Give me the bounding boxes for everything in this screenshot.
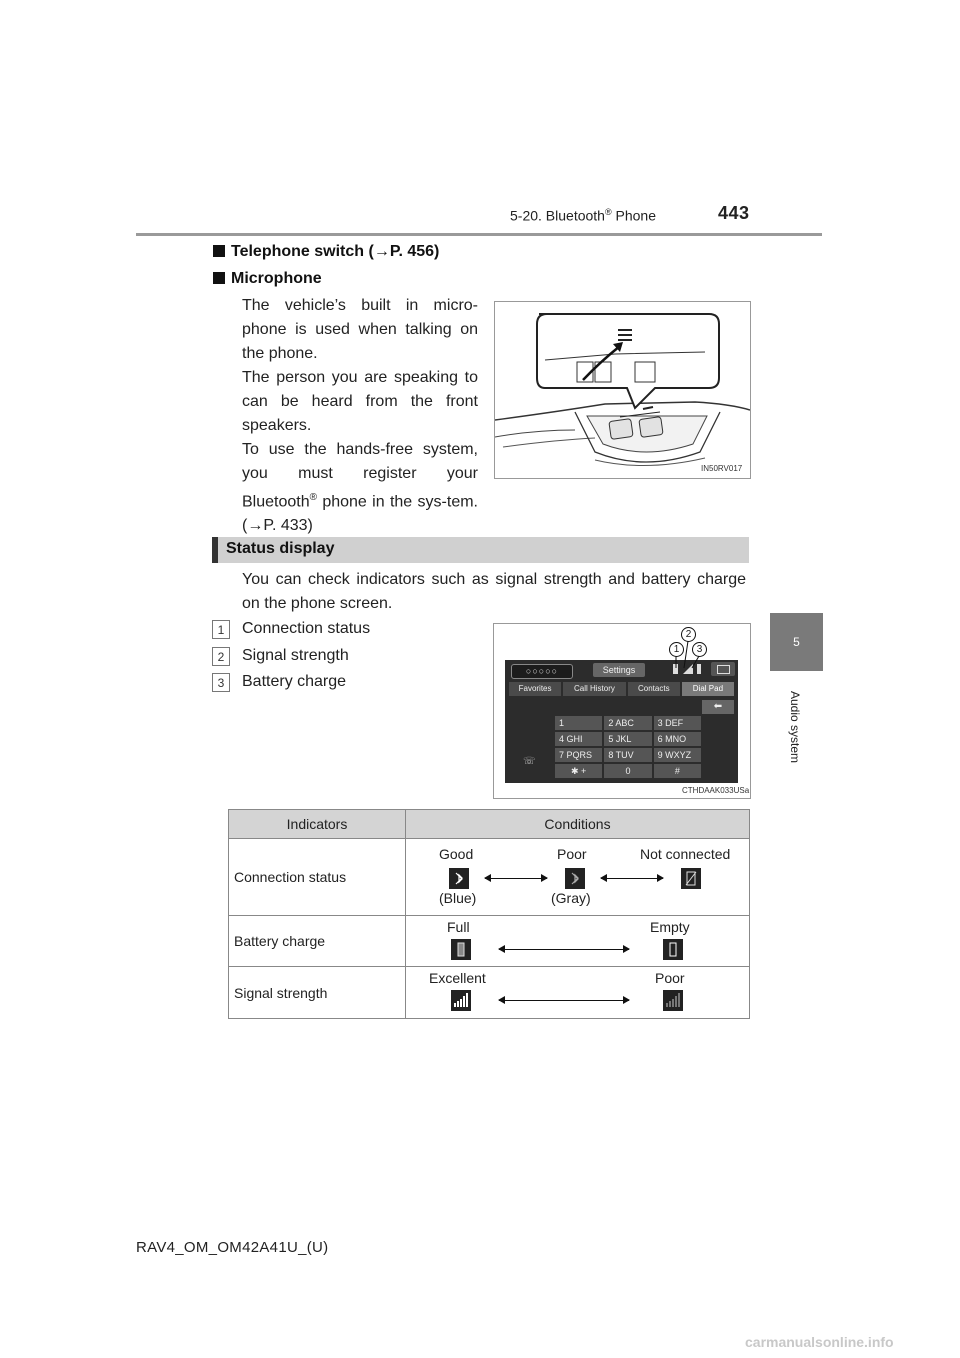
arrow-icon bbox=[601, 878, 663, 879]
label-full: Full bbox=[447, 919, 470, 935]
microphone-para-1: The vehicle’s built in micro-phone is used when talking on the phone. bbox=[242, 297, 478, 362]
figure-code: CTHDAAK033USa bbox=[682, 786, 750, 795]
dial-key[interactable]: 5 JKL bbox=[604, 732, 651, 746]
page-number: 443 bbox=[718, 203, 750, 223]
tab-dial-pad[interactable]: Dial Pad bbox=[682, 682, 734, 696]
conditions-signal bbox=[406, 967, 750, 1019]
table-row bbox=[229, 916, 750, 967]
phone-screen-figure bbox=[493, 623, 751, 799]
signal-excellent-icon bbox=[451, 990, 471, 1011]
dial-key[interactable]: 8 TUV bbox=[604, 748, 651, 762]
conditions-connection bbox=[406, 839, 750, 916]
column-header-indicators: Indicators bbox=[229, 810, 406, 839]
dial-key[interactable]: ✱ + bbox=[555, 764, 602, 778]
tab-contacts[interactable]: Contacts bbox=[628, 682, 680, 696]
bullet-square-icon bbox=[213, 272, 225, 284]
figure-code: IN50RV017 bbox=[701, 464, 743, 473]
battery-full-icon bbox=[451, 939, 471, 960]
bluetooth-gray-icon bbox=[565, 868, 585, 889]
dial-key[interactable]: 2 ABC bbox=[604, 716, 651, 730]
bullet-square-icon bbox=[213, 245, 225, 257]
section-title: 5-20. Bluetooth® Phone bbox=[510, 207, 656, 224]
watermark: carmanualsonline.info bbox=[745, 1334, 894, 1350]
arrow-icon bbox=[499, 1000, 629, 1001]
table-row bbox=[229, 839, 750, 916]
arrow-icon bbox=[499, 949, 629, 950]
dial-key[interactable]: 3 DEF bbox=[654, 716, 701, 730]
not-connected-phone-icon bbox=[681, 868, 701, 889]
settings-button[interactable]: Settings bbox=[593, 663, 645, 677]
signal-poor-icon bbox=[663, 990, 683, 1011]
phone-tabs bbox=[509, 682, 734, 696]
callout-2: 2 bbox=[681, 627, 696, 642]
label-blue: (Blue) bbox=[439, 890, 477, 906]
section-heading-status-display: Status display bbox=[212, 537, 749, 563]
table-row bbox=[229, 967, 750, 1019]
bluetooth-blue-icon bbox=[449, 868, 469, 889]
label-gray: (Gray) bbox=[551, 890, 591, 906]
callout-1: 1 bbox=[669, 642, 684, 657]
legend-number: 3 bbox=[212, 673, 230, 692]
microphone-illustration bbox=[495, 302, 750, 478]
microphone-para-3: To use the hands-free system, you must register your Bluetooth® phone in the sys-tem. (→P. 433) bbox=[242, 441, 478, 535]
dial-key[interactable]: 4 GHI bbox=[555, 732, 602, 746]
legend-item-battery-charge: Battery charge bbox=[242, 673, 347, 690]
label-empty: Empty bbox=[650, 919, 690, 935]
label-poor: Poor bbox=[655, 970, 685, 986]
dial-key[interactable]: 7 PQRS bbox=[555, 748, 602, 762]
backspace-button[interactable]: ⬅ bbox=[702, 700, 734, 714]
indicators-table bbox=[228, 809, 750, 1019]
dial-key[interactable]: 1 bbox=[555, 716, 602, 730]
legend-item-connection-status: Connection status bbox=[242, 620, 371, 637]
microphone-heading: Microphone bbox=[213, 270, 322, 288]
label-not-connected: Not connected bbox=[640, 846, 731, 862]
chapter-label: Audio system bbox=[788, 690, 802, 764]
dial-keypad bbox=[555, 716, 701, 780]
callout-leaders bbox=[494, 624, 750, 684]
status-circles: ○○○○○ bbox=[511, 664, 573, 679]
legend-item-signal-strength: Signal strength bbox=[242, 647, 349, 664]
column-header-conditions: Conditions bbox=[406, 810, 750, 839]
dial-key[interactable]: # bbox=[654, 764, 701, 778]
dial-key[interactable]: 9 WXYZ bbox=[654, 748, 701, 762]
call-icon[interactable]: ☏ bbox=[523, 756, 536, 767]
label-poor: Poor bbox=[557, 846, 587, 862]
document-code: RAV4_OM_OM42A41U_(U) bbox=[136, 1239, 329, 1256]
tab-favorites[interactable]: Favorites bbox=[509, 682, 561, 696]
telephone-switch-heading: Telephone switch (→P. 456) bbox=[213, 243, 439, 261]
status-display-intro: You can check indicators such as signal strength and battery charge on the phone screen. bbox=[242, 571, 746, 612]
battery-empty-icon bbox=[663, 939, 683, 960]
microphone-para-2: The person you are speaking to can be heard from the front speakers. bbox=[242, 369, 478, 434]
dial-key[interactable]: 0 bbox=[604, 764, 651, 778]
dial-key[interactable]: 6 MNO bbox=[654, 732, 701, 746]
label-good: Good bbox=[439, 846, 474, 862]
row-label-connection-status: Connection status bbox=[229, 839, 406, 916]
callout-3: 3 bbox=[692, 642, 707, 657]
row-label-signal-strength: Signal strength bbox=[229, 967, 406, 1019]
row-label-battery-charge: Battery charge bbox=[229, 916, 406, 967]
label-excellent: Excellent bbox=[429, 970, 486, 986]
arrow-icon bbox=[485, 878, 547, 879]
legend-number: 2 bbox=[212, 647, 230, 666]
table-header-row bbox=[229, 810, 750, 839]
tab-call-history[interactable]: Call History bbox=[563, 682, 626, 696]
microphone-figure bbox=[494, 301, 751, 479]
legend-number: 1 bbox=[212, 620, 230, 639]
chapter-tab[interactable]: 5 bbox=[770, 613, 823, 671]
conditions-battery bbox=[406, 916, 750, 967]
header-divider bbox=[136, 233, 822, 236]
